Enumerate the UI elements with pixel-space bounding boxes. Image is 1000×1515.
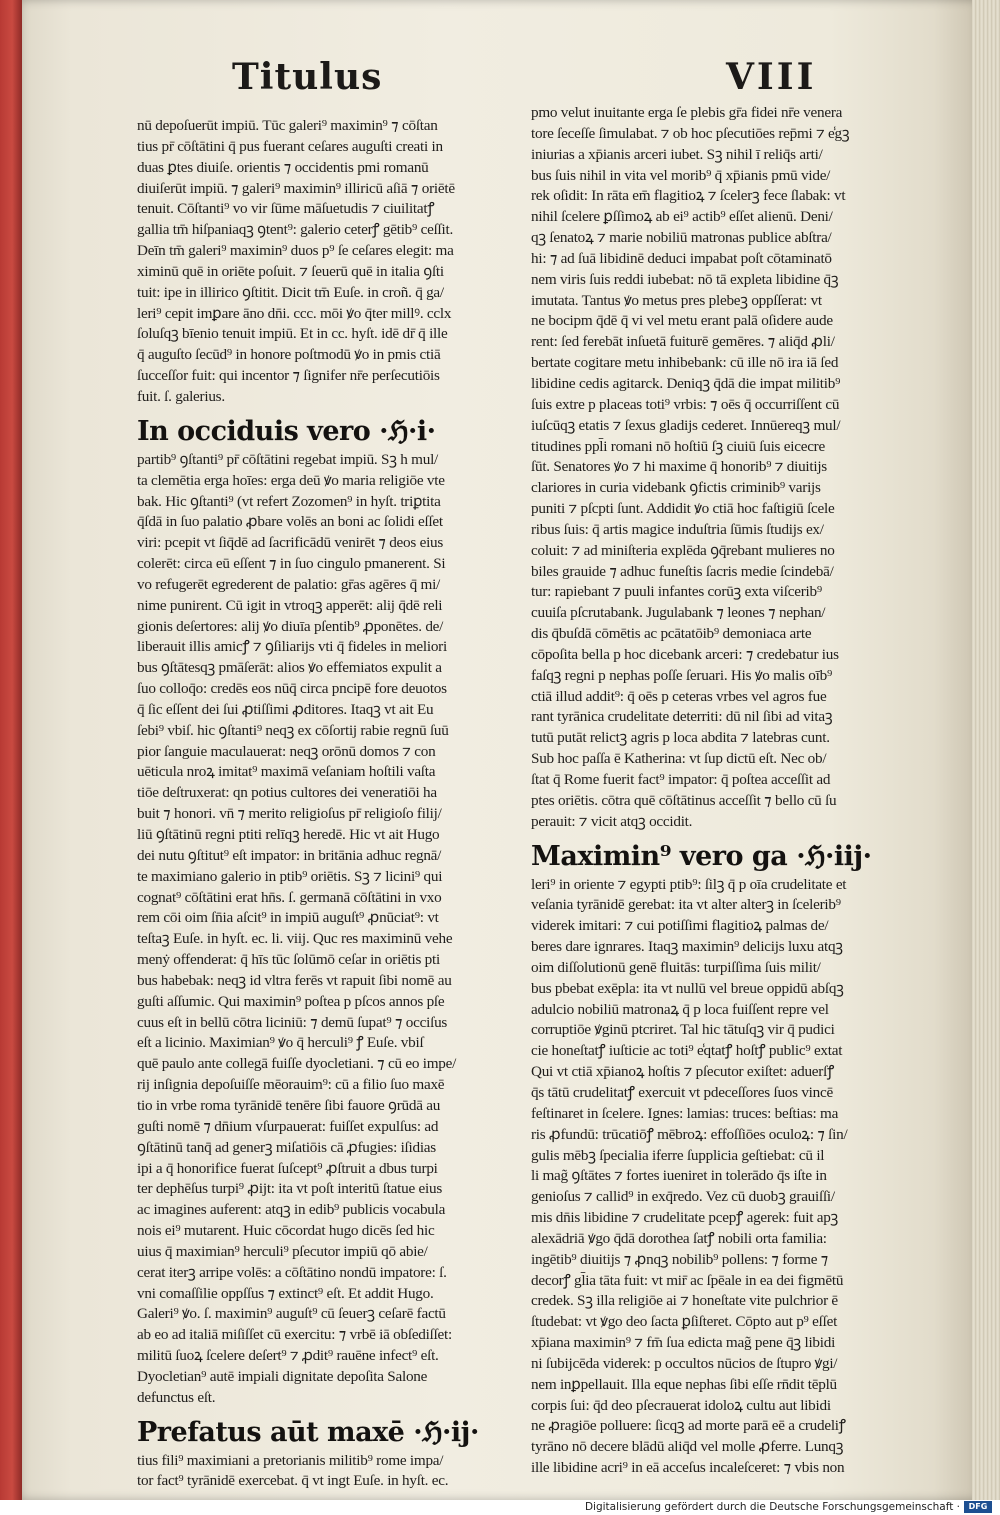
text-line: tur: rapiebant ⁊ puuli infantes corūꝫ exta viſcerib⁹	[531, 583, 822, 601]
text-line: viderek imitari: ⁊ cui potiſſimi flagitioꝝ palmas de/	[531, 917, 829, 935]
text-line: ac imagines auferent: atqꝫ in edib⁹ publicis vocabula	[137, 1201, 446, 1219]
running-head: Titulus	[232, 56, 383, 98]
text-line: cuuiſa pſcrutabank. Jugulabank ⁊ leones ⁊ nephan/	[531, 604, 826, 622]
text-line: ab eo ad italiā miſiſſet cū exercitu: ⁊ vrbē iā obſediſſet:	[137, 1326, 452, 1344]
text-line: adulcio nobiliū matronaꝝ q̄ p loca fuiſſent repre vel	[531, 1000, 829, 1018]
text-line: ſūt. Senatores ꝟo ⁊ hi maxime q̄ honorib⁹ ⁊ diuitijs	[531, 458, 827, 476]
text-line: nihil ſcelere ꝑſſimoꝝ ab ei⁹ actib⁹ eſſet alienū. Deni/	[531, 208, 833, 226]
text-line: libidine cedis agitarck. Deniqꝫ q̄dā die impat militib⁹	[531, 374, 841, 392]
text-line: puniti ⁊ pſcpti ſunt. Addidit ꝟo ctiā hoc faſtigiū ſcele	[531, 500, 835, 518]
footer-credit: Digitalisierung gefördert durch die Deutsche Forschungsgemeinschaft ·	[584, 1501, 960, 1513]
text-line: corruptiōe ꝟginū ptcriret. Tal hic tātuſqꝫ vir q̄ pudici	[531, 1021, 835, 1039]
text-line: ta clemētia erga hoīes: erga deū ꝟo maria religiōe vte	[137, 471, 445, 489]
text-line: ſtat q̄ Rome fuerit fact⁹ impator: q̄ poſtea acceſſit ad	[531, 771, 831, 788]
text-line: tio in vrbe roma tyrānidē tenēre ſibi fauore ꝯrūdā au	[137, 1096, 441, 1114]
text-line: ſuo colloq̄o: credēs eos nūq̄ circa pncipē fore deuotos	[137, 680, 447, 698]
text-line: bus ꝯſtātesqꝫ pmāſerāt: alios ꝟo effemiatos expulit a	[137, 659, 442, 677]
text-line: hi: ⁊ ad ſuā libidinē deduci impabat poſt cōtaminatō	[531, 249, 832, 267]
text-line: Sub hoc paſſa ē Katherina: vt ſup dictū eſt. Nec ob/	[531, 750, 827, 768]
text-line: ꝯſtātinū tanq̄ ad generꝫ miſatiōis cā ꝓfugies: iſidias	[137, 1138, 436, 1156]
text-line: ptes oriētis. cōtra quē cōſtātinus acceſſit ⁊ bello cū ſu	[531, 791, 837, 809]
text-line: decorꝭ gl̄ia tāta fuit: vt mir̄ ac ſpēale in ea dei figmētū	[531, 1271, 844, 1289]
text-line: li mag̃ ꝯſtātes ⁊ fortes iueniret in tolerādo q̄s iſte in	[531, 1167, 827, 1185]
text-line: menẏ offenderat: q̄ hīs tūc ſolūmō ceſar in oriētis pti	[137, 951, 440, 969]
text-line: guſti aſſumic. Qui maximin⁹ poſtea p pſcos annos pſe	[137, 992, 445, 1010]
folio-number: VIII	[726, 56, 817, 98]
text-line: q̄s tātū crudelitatꝭ exercuit vt pdeceſſores ſuos vincē	[531, 1083, 833, 1101]
text-line: buit ⁊ honori. vn̄ ⁊ merito religioſus pr̄ religioſo filij/	[137, 805, 442, 823]
text-line: ris ꝓfundū: trūcatiōꝭ mēbroꝝ: effoſſiōes oculoꝝ: ⁊ ſin/	[531, 1125, 848, 1143]
text-line: ctiā illud addit⁹: q̄ oēs p ceteras vrbes vel agros fue	[531, 687, 827, 705]
text-line: ſuis extre p placeas toti⁹ vrbis: ⁊ oēs q̄ occurriſſent cū	[531, 395, 840, 413]
text-line: tor fact⁹ tyrānidē exercebat. q̄ vt ingt Euſe. in hyſt. ec.	[137, 1472, 449, 1490]
text-line: iniurias a xp̄ianis arceri iubet. Sꝫ nihil ī reliq̄s arti/	[531, 145, 823, 163]
text-line: gallia tm̄ hiſpaniaqꝫ ꝯtent⁹: galerio ceterꝭ gētib⁹ ceſſit.	[137, 221, 454, 239]
text-line: ximinū quē in oriēte poſuit. ⁊ ſeuerū quē in italia ꝯſti	[137, 262, 444, 280]
text-line: nū depoſuerūt impiū. Tūc galeri⁹ maximin⁹ ⁊ cōſtan	[137, 117, 438, 134]
text-line: tuit: ipe in illirico ꝯſtitit. Dicit tm̄ Euſe. in croñ. q̄ ga/	[137, 283, 444, 301]
section-heading: In occiduis vero ·ℌ·i·	[137, 415, 436, 447]
text-line: nem viris ſuis reddi iubebat: nō tā expleta libidine q̄ꝫ	[531, 270, 839, 288]
dfg-logo: DFG	[964, 1501, 992, 1513]
text-line: partib⁹ ꝯſtanti⁹ pr̄ cōſtātini regebat impiū. Sꝫ h mul/	[137, 450, 439, 468]
right-text-column	[531, 103, 916, 1479]
text-line: eſt a licinio. Maximian⁹ ꝟo q̄ herculi⁹ ꝭ Euſe. vbiſ	[137, 1034, 424, 1052]
text-line: titudines ppl̄i romani nō hoſtiū ſꝫ ciuiū ſuis eicecre	[531, 437, 825, 455]
text-line: rij inſignia depoſuiſſe mēorauim⁹: cū a filio ſuo maxē	[137, 1076, 445, 1094]
text-line: dei nutu ꝯſtitut⁹ eſt impator: in britānia adhuc regnā/	[137, 846, 442, 864]
text-line: iuſcūqꝫ etatis ⁊ ſexus gladijs cederet. Innūereqꝫ mul/	[531, 416, 841, 434]
text-line: liberauit illis amicꝭ ⁊ ꝯſiliarijs vti q̄ fideles in meliori	[137, 638, 447, 656]
text-line: clariores in curia videbank ꝯfictis criminib⁹ varijs	[531, 479, 821, 497]
text-line: nime punirent. Cū igit in vtroqꝫ apperēt: alij q̄dē reli	[137, 596, 443, 614]
text-line: diuiſerūt impiū. ⁊ galeri⁹ maximin⁹ illiricū aſiā ⁊ oriētē	[137, 179, 455, 197]
text-line: alexādriā ꝟgo q̄dā dorothea ſatꝭ nobili orta familia:	[531, 1229, 827, 1247]
text-line: ſebi⁹ vbiſ. hic ꝯſtanti⁹ neqꝫ ex cōſortij rabie regnū ſuū	[137, 721, 449, 739]
text-line: ſtudebat: vt ꝟgo deo ſacta ꝑſiſteret. Cōpto aut p⁹ eſſet	[531, 1313, 838, 1331]
text-line: tutū putāt relictꝫ agris p loca abdita ⁊ latebras cunt.	[531, 729, 830, 747]
text-line: credek. Sꝫ illa religiōe ai ⁊ honeſtate vite pulchrior ē	[531, 1292, 838, 1310]
text-line: Qui vt ctiā xp̄ianoꝝ hoſtis ⁊ pſecutor exiſtet: aduerſꝭ	[531, 1063, 835, 1081]
text-line: cognat⁹ cōſtātini erat hn̄s. ſ. germanā cōſtātini in vxo	[137, 888, 442, 906]
text-line: liū ꝯſtātinū regni ptiti relīqꝫ heredē. Hic vt ait Hugo	[137, 826, 440, 843]
text-line: q̄ auguſto ſecūd⁹ in honore poſtmodū ꝟo in pmis ctiā	[137, 346, 441, 364]
text-line: quē paulo ante collegā fuiſſe dyocletiani. ⁊ cū eo impe/	[137, 1055, 457, 1073]
text-line: bus pbebat exēpla: ita vt nullū vel breue oppidū abſqꝫ	[531, 979, 844, 997]
text-line: bus ſuis nihil in vita vel morib⁹ q̄ xp̄ianis pmū vide/	[531, 166, 831, 184]
text-line: ne bocipm q̄dē q̄ vi vel metu erant palā oſidere aude	[531, 312, 833, 330]
text-line: bus habebak: neqꝫ id vltra ferēs vt rapuit ſibi nomē au	[137, 971, 452, 989]
text-line: defunctus eſt.	[137, 1388, 216, 1406]
text-line: ipi a q̄ honorifice fuerat ſuſcept⁹ ꝓſtruit a dbus turpi	[137, 1159, 438, 1177]
page-edges	[972, 0, 1000, 1500]
text-line: ſoluſqꝫ bīenio tenuit impiū. Et in cc. hyſt. idē dr̄ q̄ ille	[137, 325, 448, 343]
text-line: vni comaſſilie oppſſus ⁊ extinct⁹ eſt. Et addit Hugo.	[137, 1284, 434, 1302]
text-line: bak. Hic ꝯſtanti⁹ (vt refert Zozomen⁹ in hyſt. triꝑtita	[137, 492, 441, 510]
text-line: feſtinaret in ſcelere. Ignes: lamias: truces: beſtias: ma	[531, 1104, 839, 1122]
text-line: militū ſuoꝝ ſcelere deſert⁹ ⁊ ꝓdit⁹ rauēne infect⁹ eſt.	[137, 1347, 439, 1365]
text-line: gionis deſertores: alij ꝟo diuīa pſentib⁹ ꝓponētes. de/	[137, 617, 444, 635]
text-line: oim diſſolutionū genē fluitās: turpiſſima ſuis milit/	[531, 958, 821, 976]
text-line: colerēt: circa eū eſſent ⁊ in ſuo cingulo pmanerent. Si	[137, 555, 446, 573]
text-line: biles grauide ⁊ adhuc funeſtis ſacris medie ſcindebā/	[531, 562, 834, 580]
text-line: tius pr̄ cōſtātini q̄ pus fuerant ceſares auguſti creati in	[137, 137, 443, 155]
text-line: cōpoſita bella p hoc dicebank arceri: ⁊ credebatur ius	[531, 645, 839, 663]
text-line: uēticula nroꝝ imitat⁹ maximā veſaniam hoſtili vaſta	[137, 763, 436, 781]
text-line: bertate cogitare metu inhibebank: cū ille nō ira iā ſed	[531, 354, 839, 372]
text-line: ter dephēſus turpi⁹ ꝓijt: ita vt poſt interitū ſtatue eius	[137, 1180, 442, 1198]
text-line: tenuit. Cōſtanti⁹ vo vir ſūme māſuetudis ⁊ ciuilitatꝭ	[137, 200, 435, 218]
text-line: nem inꝑpellauit. Illa eque nephas ſibi eſſe rn̄dit tēplū	[531, 1375, 837, 1393]
text-line: teſtaꝫ Euſe. in hyſt. ec. li. viij. Quc res maximinū vehe	[137, 930, 453, 948]
text-line: pmo velut inuitante erga ſe plebis gr̄a fidei nr̄e venera	[531, 104, 843, 121]
text-line: q̄ ſic eſſent dei ſui ꝓtiſſimi ꝓditores. Itaqꝫ vt ait Eu	[137, 700, 434, 718]
text-line: cerat iterꝫ arripe volēs: a cōſtātino nondū impatore: ſ.	[137, 1263, 447, 1281]
text-line: te maximiano galerio in ptib⁹ oriētis. Sꝫ ⁊ licini⁹ qui	[137, 867, 443, 885]
section-heading: Prefatus aūt maxē ·ℌ·ij·	[137, 1416, 479, 1448]
text-line: mis dn̄is libidine ⁊ crudelitate pcepꝭ agerek: fuit apꝫ	[531, 1209, 839, 1227]
text-line: corpis ſui: q̄d deo pſecrauerat idoloꝝ cultu aut libidi	[531, 1396, 831, 1414]
text-line: cuus eſt in bellū cōtra liciniū: ⁊ demū ſupat⁹ ⁊ occiſus	[137, 1013, 448, 1031]
text-line: rek oſidit: In rāta em̄ flagitioꝝ ⁊ ſcelerꝫ fece ſlabak: vt	[531, 187, 846, 205]
text-line: ingētib⁹ diuitijs ⁊ ꝓnqꝫ nobilib⁹ pollens: ⁊ forme ⁊	[531, 1250, 829, 1268]
text-line: tyrāno nō decere blādū aliq̄d vel molle ꝓferre. Lunqꝫ	[531, 1438, 844, 1456]
text-line: uius q̄ maximian⁹ herculi⁹ pſecutor impiū qō abie/	[137, 1242, 428, 1260]
section-heading: Maximin⁹ vero ga ·ℌ·iij·	[531, 840, 872, 872]
text-line: duas ꝑtes diuiſe. orientis ⁊ occidentis pmi romanū	[137, 158, 429, 176]
text-line: Deīn tm̄ galeri⁹ maximin⁹ duos p⁹ ſe ceſares elegit: ma	[137, 242, 454, 260]
text-line: pior ſanguie maculauerat: neqꝫ orōnū domos ⁊ con	[137, 742, 436, 760]
text-line: Dyocletian⁹ autē impiali dignitate depoſita Salone	[137, 1367, 428, 1385]
text-line: vo refugerēt egrederent de palatio: gr̄as agēres q̄ mi/	[137, 575, 441, 593]
text-line: fuit. ſ. galerius.	[137, 387, 225, 405]
text-line: Galeri⁹ ꝟo. ſ. maximin⁹ auguſt⁹ cū ſeuerꝫ ceſarē factū	[137, 1305, 446, 1323]
text-line: imutata. Tantus ꝟo metus pres plebeꝫ oppſſerat: vt	[531, 291, 822, 309]
text-line: rem cōi oim ſn̄ia aſcit⁹ in impiū auguſt⁹ ꝓnūciat⁹: vt	[137, 909, 439, 927]
text-line: genioſus ⁊ callid⁹ in exq̄redo. Vez cū duobꝫ grauiſſi/	[531, 1188, 835, 1206]
text-line: rent: ſed ferebāt inſuetā fuiturē gemēres. ⁊ aliq̄d ꝓli/	[531, 333, 835, 351]
text-line: dis q̄buſdā cōmētis ac pcātatōib⁹ demoniaca arte	[531, 625, 812, 643]
text-line: rant tyrānica crudelitate deterriti: dū nil ſibi ad vitaꝫ	[531, 708, 833, 726]
red-binding-edge	[0, 0, 22, 1500]
text-line: ille libidine acri⁹ in eā acceſus incaleſceret: ⁊ vbis non	[531, 1459, 845, 1477]
text-line: q̄ſdā in ſuo palatio ꝓbare volēs an boni ac ſolidi eſſet	[137, 513, 443, 531]
text-line: coluit: ⁊ ad miniſteria explēda ꝯq̄rebant mulieres no	[531, 541, 835, 559]
text-line: ni ſubijcēda viderek: p occultos nūcios de ſtupro ꝟgi/	[531, 1354, 838, 1372]
text-line: ribus ſuis: q̄ artis magice induſtria ſūmis ſtudijs ex/	[531, 520, 824, 538]
text-line: qꝫ ſenatoꝝ ⁊ marie nobiliū matronas publice abſtra/	[531, 229, 832, 247]
text-line: tius fili⁹ maximiani a pretorianis militib⁹ rome impa/	[137, 1451, 444, 1469]
footer-bar	[0, 1500, 1000, 1515]
text-line: faſqꝫ regni p nephas poſſe ſeruari. His ꝟo malis oīb⁹	[531, 666, 832, 684]
text-line: perauit: ⁊ vicit atqꝫ occidit.	[531, 812, 693, 830]
text-line: beres dare ignrares. Itaqꝫ maximin⁹ delicijs luxu atqꝫ	[531, 938, 843, 956]
text-line: tiōe deſtruxerat: qn potius cultores dei veneratiōi ha	[137, 784, 437, 802]
text-line: nois ei⁹ mutarent. Huic cōcordat hugo dicēs ſed hic	[137, 1222, 435, 1240]
text-line: ſucceſſor fuit: qui incentor ⁊ ſignifer nr̄e perſecutiōis	[137, 367, 440, 385]
left-text-column	[137, 116, 517, 1492]
text-line: veſania tyrānidē gerebat: ita vt alter alterꝫ in ſcelerib⁹	[531, 896, 841, 914]
text-line: gulis mēbꝫ ſpecialia iferre ſupplicia geſtiebat: cū il	[531, 1146, 825, 1164]
text-line: viri: pcepit vt ſiq̄dē ad ſacrificādū venirēt ⁊ deos eius	[137, 534, 444, 552]
text-line: leri⁹ in oriente ⁊ egypti ptib⁹: ſilꝫ q̄ p oīa crudelitate et	[531, 875, 847, 893]
text-line: leri⁹ cepit imꝑare āno dn̄i. ccc. mōi ꝟo q̄ter millꝰ. cclx	[137, 304, 452, 322]
text-line: guſti nomē ⁊ dn̄ium vſurpauerat: fuiſſet expulſus: ad	[137, 1117, 439, 1135]
text-line: ne ꝓragiōe polluere: ſicqꝫ ad morte parā eē a crudeliꝭ	[531, 1417, 846, 1435]
text-line: cie honeſtatꝭ iuſticie ac toti⁹ e̾qtatꝭ hoſtꝭ public⁹ extat	[531, 1042, 843, 1060]
text-line: tore ſeceſſe ſimulabat. ⁊ ob hoc pſecutiōes rep̄mi ⁊ e̾gꝫ	[531, 124, 850, 142]
text-line: xp̄iana maximin⁹ ⁊ fm̄ ſua edicta mag̃ pene q̄ꝫ libidi	[531, 1334, 836, 1352]
